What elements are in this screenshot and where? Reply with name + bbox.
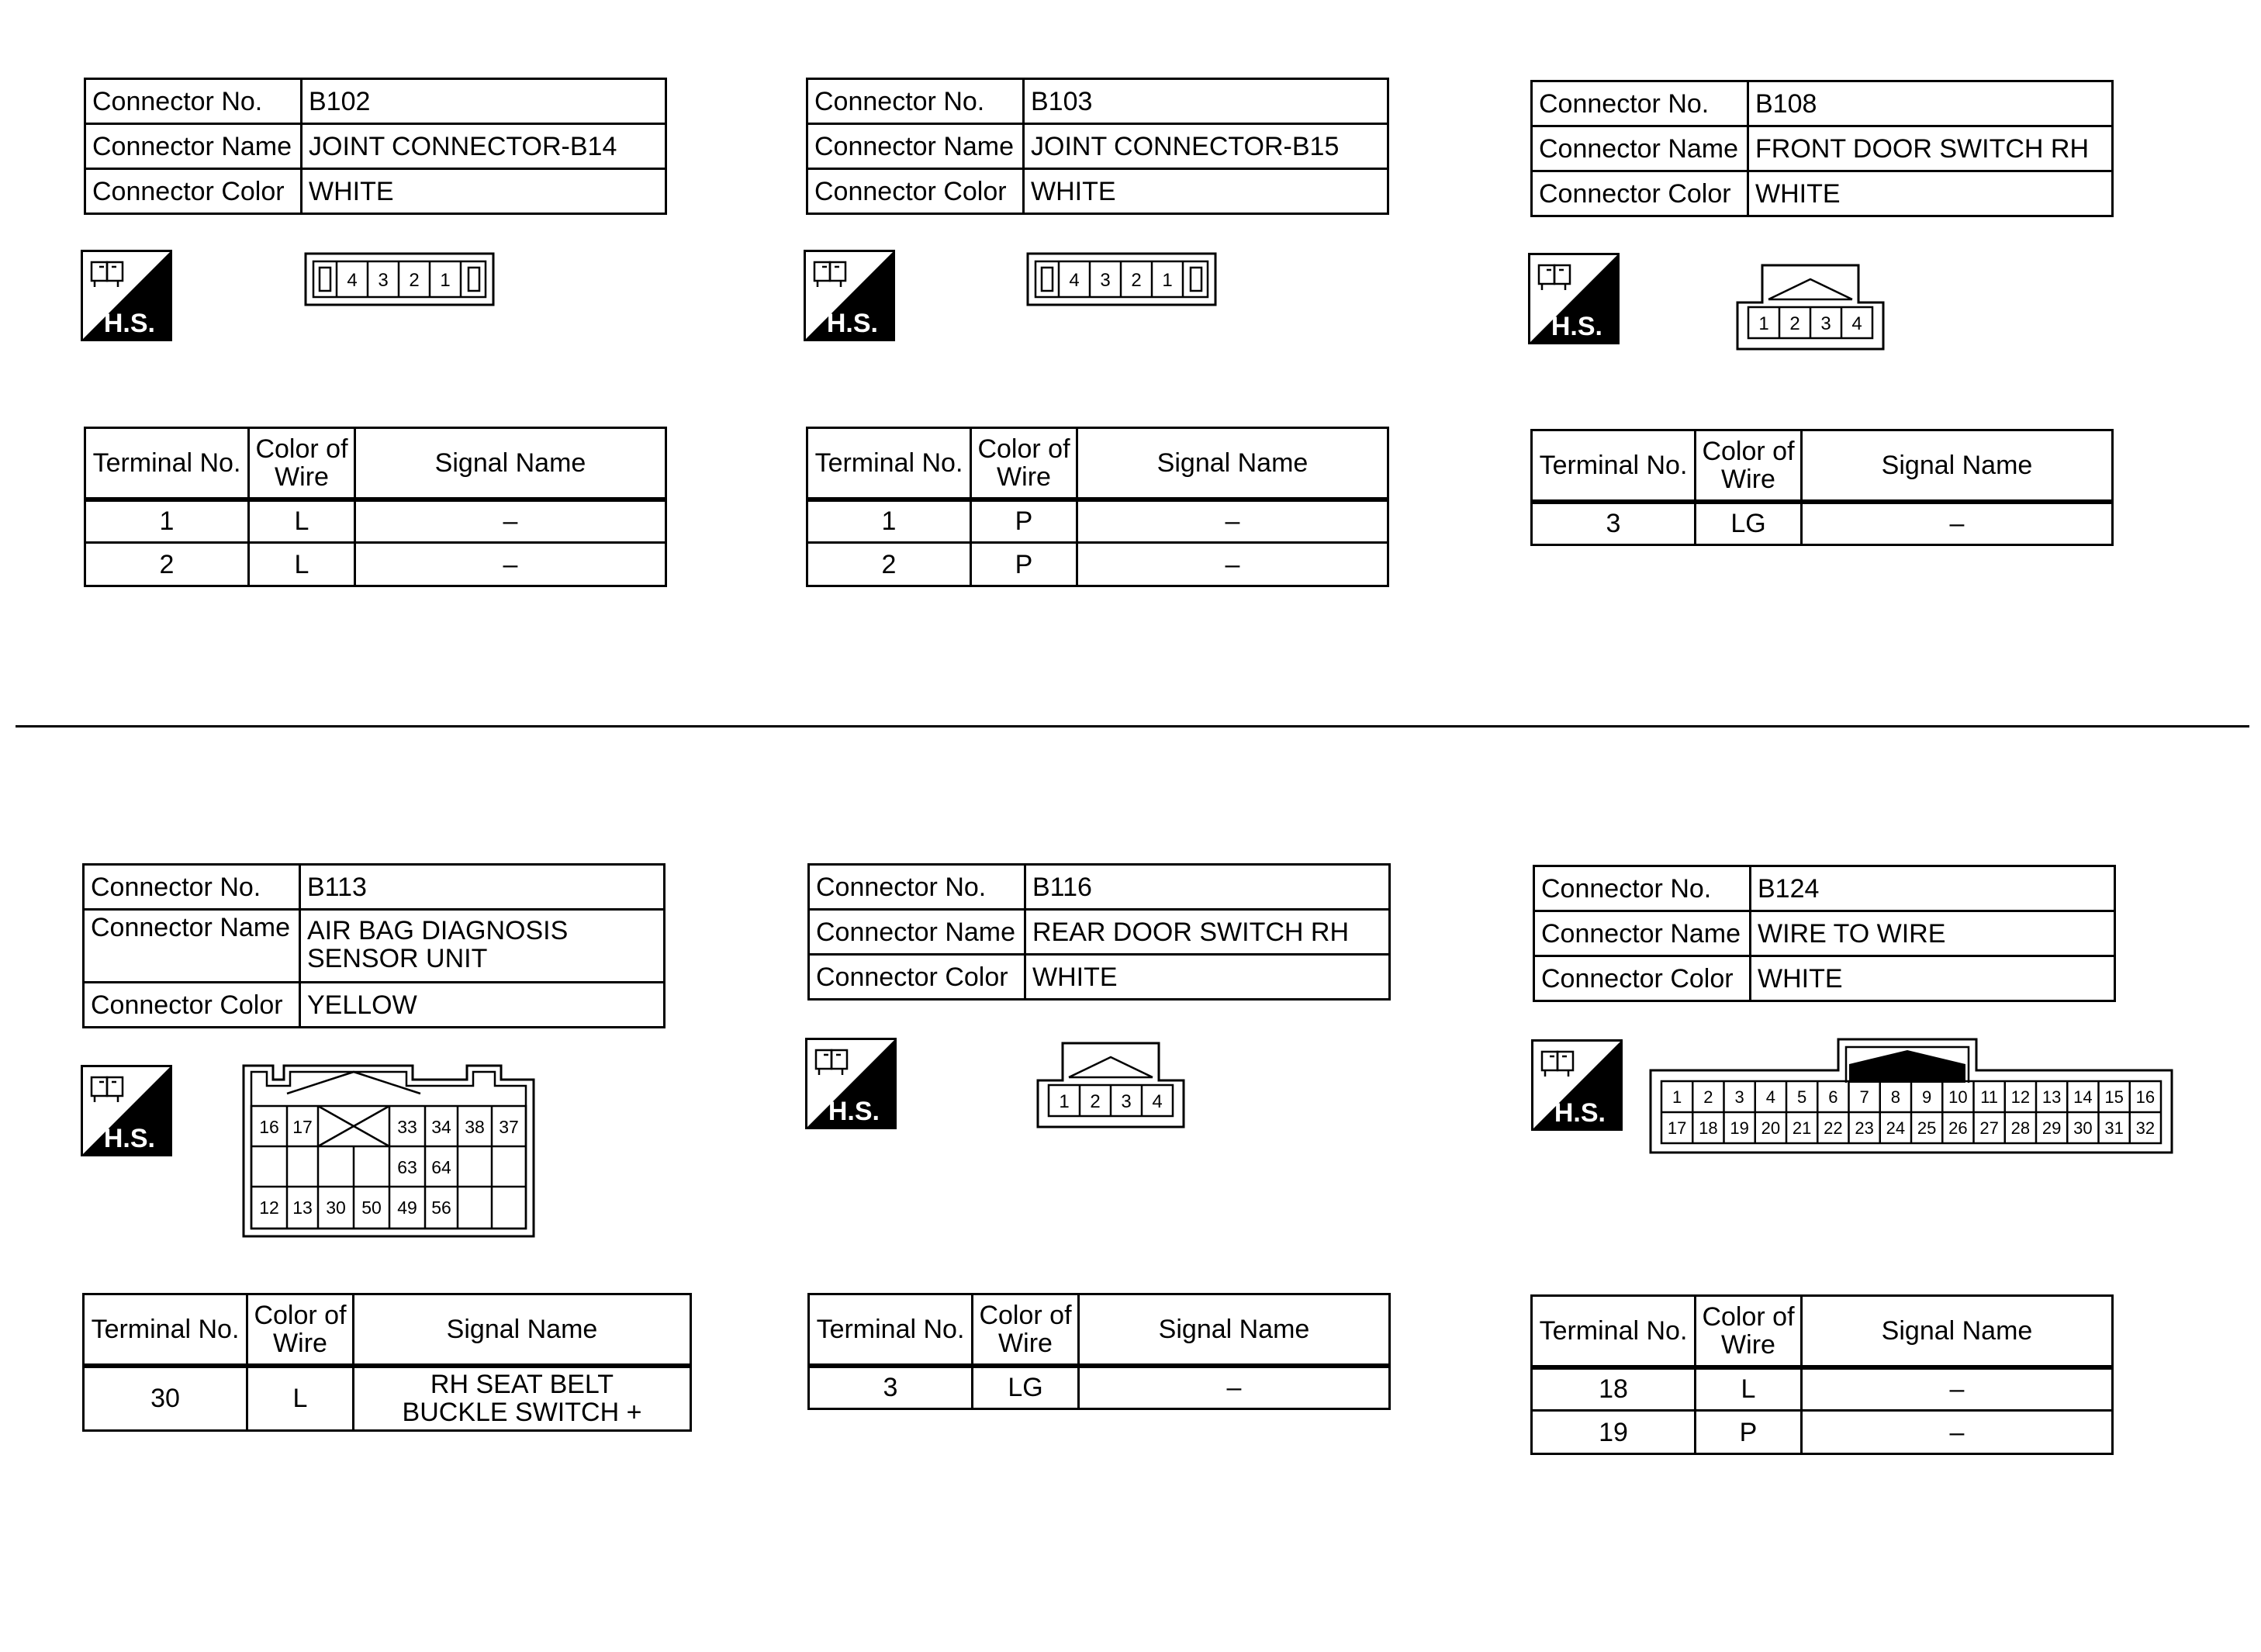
connector-info-table [807,863,1391,1001]
pin-label: 30 [2073,1118,2093,1138]
pin-label: 37 [499,1117,519,1137]
connector-no-label: Connector No. [84,865,300,910]
pin-label: 1 [1162,270,1173,291]
terminal-no-header: Terminal No. [85,428,249,499]
wire-color-header: Color of Wire [249,428,355,499]
table-row [807,499,1388,543]
pin-label: 38 [465,1117,485,1137]
terminal-table [84,427,667,587]
pin-label: 9 [1922,1087,1932,1107]
connector-no-value: B116 [1025,865,1390,910]
connector-face-diagram [242,1063,537,1238]
signal-name-cell: – [1079,1366,1390,1409]
harness-side-icon [1528,253,1620,344]
pin-label: 19 [1730,1118,1749,1138]
signal-name-header: Signal Name [1079,1294,1390,1366]
harness-side-icon [804,250,895,341]
pin-label: 32 [2135,1118,2156,1138]
connector-no-label: Connector No. [85,79,302,124]
terminal-table [82,1293,692,1432]
signal-name-cell: – [1802,502,2113,545]
pin-label: 2 [1789,313,1800,334]
connector-color-value: WHITE [1024,169,1388,214]
wire-color-cell: LG [1696,502,1802,545]
pin-label: 2 [1131,270,1142,291]
connector-name-label: Connector Name [809,910,1025,955]
pin-label: 5 [1797,1087,1807,1107]
table-row [85,543,666,586]
terminal-no-header: Terminal No. [809,1294,973,1366]
connector-name-label: Connector Name [84,910,300,983]
connector-name-value: FRONT DOOR SWITCH RH [1748,126,2113,171]
wire-color-header: Color of Wire [973,1294,1079,1366]
signal-name-header: Signal Name [1802,1296,2113,1367]
terminal-table [806,427,1389,587]
wire-color-header: Color of Wire [1696,430,1802,502]
pin-label: 24 [1886,1118,1906,1138]
connector-no-label: Connector No. [807,79,1024,124]
connector-name-label: Connector Name [1532,126,1748,171]
wire-color-cell: P [971,543,1077,586]
pin-label: 13 [292,1198,313,1218]
connector-info-table [1533,865,2116,1002]
wire-color-cell: L [247,1366,354,1431]
pin-label: 3 [1820,313,1831,334]
hs-label: H.S. [1551,312,1602,341]
pin-label: 20 [1761,1118,1781,1138]
connector-name-value: JOINT CONNECTOR-B14 [302,124,666,169]
section-divider [16,725,2249,728]
terminal-no-cell: 2 [807,543,971,586]
pin-label: 3 [378,270,389,291]
hs-label: H.S. [103,1124,155,1153]
table-row [84,1366,691,1431]
pin-label: 17 [292,1117,313,1137]
wire-color-header: Color of Wire [971,428,1077,499]
pin-label: 21 [1792,1118,1812,1138]
connector-color-label: Connector Color [85,169,302,214]
connector-name-label: Connector Name [1534,911,1751,956]
terminal-no-cell: 2 [85,543,249,586]
pin-label: 16 [259,1117,279,1137]
signal-name-cell: – [1077,499,1388,543]
pin-label: 4 [1851,313,1862,334]
signal-name-header: Signal Name [1077,428,1388,499]
pin-label: 26 [1948,1118,1968,1138]
pin-label: 13 [2041,1087,2062,1107]
pin-label: 1 [1758,313,1769,334]
pin-label: 22 [1824,1118,1843,1138]
connector-color-label: Connector Color [1532,171,1748,216]
pin-label: 18 [1699,1118,1718,1138]
pin-label: 10 [1948,1087,1968,1107]
wire-color-cell: P [1696,1411,1802,1454]
wire-color-cell: LG [973,1366,1079,1409]
pin-label: 63 [397,1157,417,1177]
connector-color-label: Connector Color [84,983,300,1028]
pin-label: 34 [431,1117,451,1137]
connector-info-table [1530,80,2114,217]
signal-name-cell: – [1077,543,1388,586]
table-row [807,543,1388,586]
pin-label: 2 [1090,1091,1101,1112]
table-row [1532,502,2113,545]
terminal-no-header: Terminal No. [1532,1296,1696,1367]
connector-face-diagram [1026,252,1217,306]
signal-name-cell: – [355,543,666,586]
pin-label: 2 [1703,1087,1713,1107]
harness-side-icon [805,1038,897,1129]
pin-label: 31 [2104,1118,2124,1138]
terminal-no-cell: 30 [84,1366,247,1431]
connector-color-value: WHITE [1025,955,1390,1000]
pin-label: 11 [1980,1087,1999,1107]
pin-label: 7 [1859,1087,1869,1107]
pin-label: 28 [2010,1118,2031,1138]
hs-label: H.S. [103,309,155,338]
terminal-table [1530,429,2114,546]
table-row [1532,1367,2113,1411]
hs-label: H.S. [828,1097,880,1126]
connector-name-label: Connector Name [807,124,1024,169]
pin-label: 1 [1672,1087,1682,1107]
connector-name-value: JOINT CONNECTOR-B15 [1024,124,1388,169]
wire-color-cell: L [249,499,355,543]
wire-color-header: Color of Wire [1696,1296,1802,1367]
terminal-no-cell: 1 [85,499,249,543]
connector-no-label: Connector No. [1532,81,1748,126]
pin-label: 12 [259,1198,279,1218]
connector-no-value: B108 [1748,81,2113,126]
terminal-no-header: Terminal No. [807,428,971,499]
hs-label: H.S. [826,309,878,338]
signal-name-cell: RH SEAT BELT BUCKLE SWITCH + [354,1366,691,1431]
terminal-table [1530,1294,2114,1455]
pin-label: 6 [1828,1087,1838,1107]
connector-no-label: Connector No. [1534,866,1751,911]
terminal-no-cell: 3 [809,1366,973,1409]
pin-label: 8 [1890,1087,1900,1107]
terminal-no-cell: 18 [1532,1367,1696,1411]
wire-color-cell: L [249,543,355,586]
connector-color-label: Connector Color [809,955,1025,1000]
pin-label: 49 [397,1198,417,1218]
table-row [1532,1411,2113,1454]
harness-side-icon [81,1065,172,1156]
connector-no-value: B102 [302,79,666,124]
connector-info-table [84,78,667,215]
pin-label: 4 [347,270,358,291]
connector-face-diagram [304,252,495,306]
wire-color-cell: L [1696,1367,1802,1411]
signal-name-cell: – [355,499,666,543]
pin-label: 4 [1069,270,1080,291]
pin-label: 1 [1059,1091,1070,1112]
pin-label: 3 [1100,270,1111,291]
connector-color-value: WHITE [1748,171,2113,216]
pin-label: 50 [361,1198,382,1218]
pin-label: 1 [440,270,451,291]
pin-label: 14 [2073,1087,2093,1107]
pin-label: 3 [1121,1091,1132,1112]
connector-face-diagram [1736,264,1885,351]
connector-color-value: YELLOW [300,983,665,1028]
signal-name-header: Signal Name [354,1294,691,1366]
connector-info-table [82,863,666,1028]
pin-label: 33 [397,1117,417,1137]
signal-name-cell: – [1802,1367,2113,1411]
pin-label: 23 [1855,1118,1874,1138]
pin-label: 29 [2041,1118,2062,1138]
terminal-no-cell: 3 [1532,502,1696,545]
connector-name-value: AIR BAG DIAGNOSIS SENSOR UNIT [300,910,665,983]
connector-face-diagram [1649,1038,2173,1154]
terminal-no-cell: 1 [807,499,971,543]
signal-name-cell: – [1802,1411,2113,1454]
pin-label: 56 [431,1198,451,1218]
pin-label: 4 [1765,1087,1775,1107]
connector-no-value: B103 [1024,79,1388,124]
pin-label: 30 [326,1198,346,1218]
pin-label: 64 [431,1157,451,1177]
terminal-no-cell: 19 [1532,1411,1696,1454]
connector-face-diagram [1036,1042,1185,1128]
pin-label: 2 [409,270,420,291]
table-row [809,1366,1390,1409]
connector-color-value: WHITE [302,169,666,214]
terminal-table [807,1293,1391,1410]
pin-label: 17 [1667,1118,1687,1138]
pin-label: 12 [2010,1087,2031,1107]
wire-color-cell: P [971,499,1077,543]
signal-name-header: Signal Name [355,428,666,499]
connector-name-value: REAR DOOR SWITCH RH [1025,910,1390,955]
connector-color-value: WHITE [1751,956,2115,1001]
terminal-no-header: Terminal No. [1532,430,1696,502]
wire-color-header: Color of Wire [247,1294,354,1366]
signal-name-header: Signal Name [1802,430,2113,502]
table-row [85,499,666,543]
connector-info-table [806,78,1389,215]
terminal-no-header: Terminal No. [84,1294,247,1366]
pin-label: 3 [1734,1087,1744,1107]
connector-name-label: Connector Name [85,124,302,169]
pin-label: 15 [2104,1087,2124,1107]
connector-no-label: Connector No. [809,865,1025,910]
pin-label: 25 [1917,1118,1937,1138]
hs-label: H.S. [1554,1098,1606,1128]
connector-name-value: WIRE TO WIRE [1751,911,2115,956]
pin-label: 27 [1979,1118,1999,1138]
harness-side-icon [1531,1039,1623,1131]
connector-color-label: Connector Color [807,169,1024,214]
connector-no-value: B124 [1751,866,2115,911]
connector-no-value: B113 [300,865,665,910]
pin-label: 16 [2135,1087,2156,1107]
harness-side-icon [81,250,172,341]
pin-label: 4 [1152,1091,1163,1112]
connector-color-label: Connector Color [1534,956,1751,1001]
